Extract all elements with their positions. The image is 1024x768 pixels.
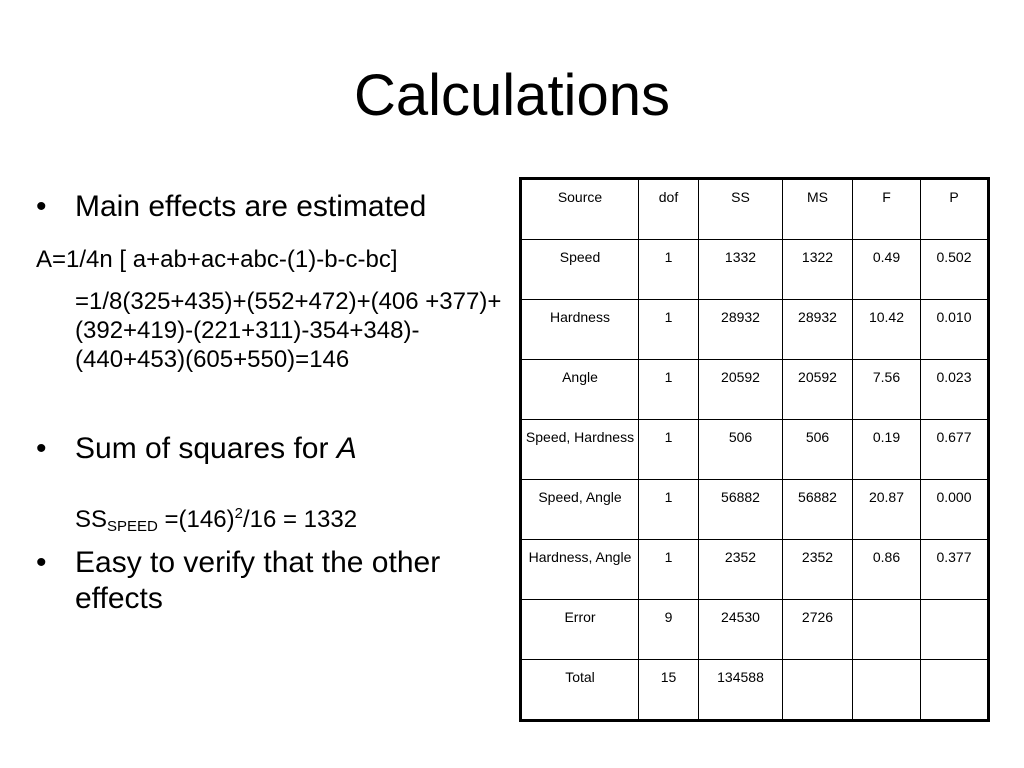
header-source: Source (521, 179, 639, 240)
cell-p: 0.010 (921, 300, 989, 360)
cell-dof: 1 (639, 240, 699, 300)
cell-dof: 9 (639, 600, 699, 660)
table-row (521, 360, 989, 420)
bullet-text (75, 431, 357, 467)
cell-f: 10.42 (853, 300, 921, 360)
cell-ms: 28932 (783, 300, 853, 360)
cell-f: 0.19 (853, 420, 921, 480)
cell-p: 0.677 (921, 420, 989, 480)
cell-f: 7.56 (853, 360, 921, 420)
cell-ss: 20592 (699, 360, 783, 420)
cell-ss: 134588 (699, 660, 783, 721)
cell-ss: 28932 (699, 300, 783, 360)
anova-table (519, 177, 990, 722)
cell-ms: 56882 (783, 480, 853, 540)
bullet-text: Main effects are estimated (75, 190, 427, 223)
cell-source: Speed, Angle (521, 480, 639, 540)
ss-end: /16 = 1332 (242, 506, 358, 533)
cell-dof: 15 (639, 660, 699, 721)
cell-ss: 24530 (699, 600, 783, 660)
cell-ss: 2352 (699, 540, 783, 600)
cell-source: Speed (521, 240, 639, 300)
cell-ms: 2352 (783, 540, 853, 600)
ss-superscript: 2 (234, 505, 243, 522)
formula-line: A=1/4n [ a+ab+ac+abc-(1)-b-c-bc] (36, 246, 398, 273)
cell-ss: 56882 (699, 480, 783, 540)
cell-f (853, 660, 921, 721)
bullet-dot: • (36, 432, 47, 465)
cell-source: Total (521, 660, 639, 721)
cell-ms: 506 (783, 420, 853, 480)
bullet-text: Easy to verify that the other effects (75, 546, 441, 615)
cell-p (921, 660, 989, 721)
cell-dof: 1 (639, 360, 699, 420)
header-p: P (921, 179, 989, 240)
cell-source: Angle (521, 360, 639, 420)
cell-ss: 506 (699, 420, 783, 480)
table-row (521, 300, 989, 360)
cell-ss: 1332 (699, 240, 783, 300)
cell-p (921, 600, 989, 660)
ss-speed-formula (75, 499, 357, 542)
bullet-text-plain: Sum of squares for (75, 432, 337, 465)
ss-mid: =(146) (157, 506, 235, 533)
table-row (521, 420, 989, 480)
header-dof: dof (639, 179, 699, 240)
cell-dof: 1 (639, 420, 699, 480)
cell-source: Hardness, Angle (521, 540, 639, 600)
bullet-dot: • (36, 190, 47, 223)
table-row (521, 660, 989, 721)
ss-subscript: SPEED (107, 518, 158, 535)
table-header-row (521, 179, 989, 240)
table-row (521, 540, 989, 600)
header-ss: SS (699, 179, 783, 240)
cell-f: 0.49 (853, 240, 921, 300)
bullet-easy-to-verify (36, 545, 506, 617)
cell-dof: 1 (639, 480, 699, 540)
cell-source: Hardness (521, 300, 639, 360)
cell-source: Speed, Hardness (521, 420, 639, 480)
bullet-dot: • (36, 546, 47, 579)
header-ms: MS (783, 179, 853, 240)
cell-f: 20.87 (853, 480, 921, 540)
table-row (521, 240, 989, 300)
slide-title: Calculations (354, 63, 670, 128)
cell-dof: 1 (639, 300, 699, 360)
cell-ms: 2726 (783, 600, 853, 660)
cell-source: Error (521, 600, 639, 660)
cell-dof: 1 (639, 540, 699, 600)
bullet-main-effects (36, 189, 426, 225)
cell-p: 0.502 (921, 240, 989, 300)
bullet-text-italic: A (336, 432, 357, 465)
ss-base: SS (75, 506, 108, 533)
cell-ms (783, 660, 853, 721)
bullet-sum-of-squares (36, 431, 357, 467)
cell-f (853, 600, 921, 660)
header-f: F (853, 179, 921, 240)
cell-p: 0.023 (921, 360, 989, 420)
table-row (521, 480, 989, 540)
cell-f: 0.86 (853, 540, 921, 600)
cell-ms: 1322 (783, 240, 853, 300)
formula-expansion: =1/8(325+435)+(552+472)+(406 +377)+(392+419)-(221+311)-354+348)-(440+453)(605+550)=146 (75, 288, 502, 373)
cell-p: 0.377 (921, 540, 989, 600)
cell-p: 0.000 (921, 480, 989, 540)
table-row (521, 600, 989, 660)
cell-ms: 20592 (783, 360, 853, 420)
